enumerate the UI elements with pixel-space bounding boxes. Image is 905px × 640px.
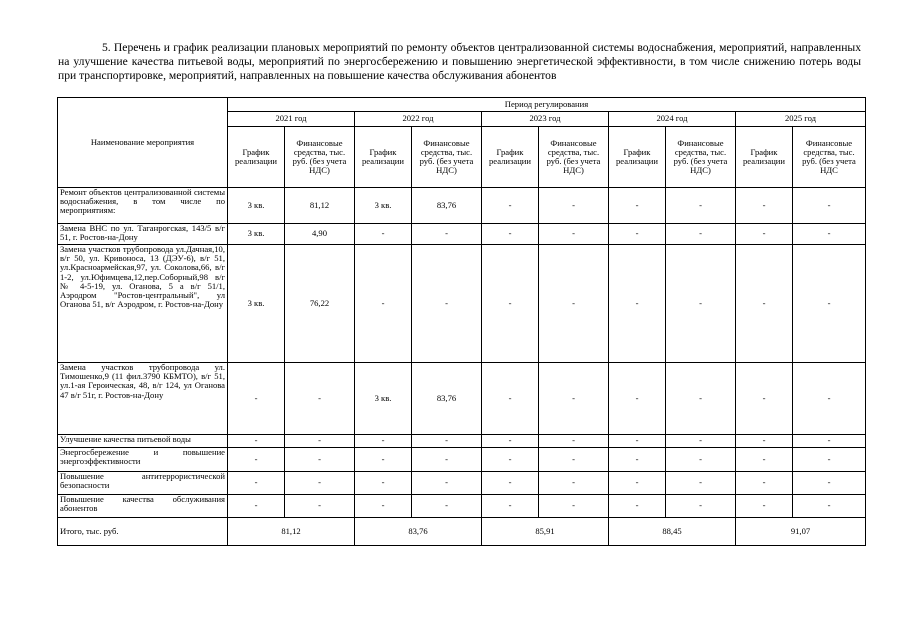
schedule-cell: -	[355, 472, 412, 495]
finance-cell: -	[285, 435, 355, 448]
schedule-cell: -	[609, 363, 666, 435]
schedule-subheader: График реализации	[609, 127, 666, 188]
table-row	[58, 188, 866, 224]
finance-cell: -	[666, 435, 736, 448]
table-row	[58, 435, 866, 448]
finance-cell: -	[666, 224, 736, 245]
schedule-cell: 3 кв.	[228, 224, 285, 245]
total-value: 85,91	[482, 518, 609, 546]
total-value: 91,07	[736, 518, 866, 546]
finance-cell: -	[539, 224, 609, 245]
finance-cell: -	[412, 245, 482, 363]
year-header: 2023 год	[482, 112, 609, 127]
finance-subheader: Финансовые средства, тыс. руб. (без учета НДС)	[539, 127, 609, 188]
schedule-cell: 3 кв.	[355, 363, 412, 435]
schedule-cell: -	[355, 224, 412, 245]
finance-cell: -	[539, 188, 609, 224]
finance-cell: 83,76	[412, 363, 482, 435]
table-row	[58, 224, 866, 245]
schedule-table	[57, 97, 866, 546]
finance-subheader: Финансовые средства, тыс. руб. (без учета НДС)	[412, 127, 482, 188]
finance-cell: -	[666, 363, 736, 435]
name-column-header: Наименование мероприятия	[58, 98, 228, 188]
schedule-cell: -	[736, 495, 793, 518]
finance-cell: -	[412, 224, 482, 245]
finance-cell: -	[793, 188, 866, 224]
finance-cell: -	[285, 363, 355, 435]
table-row	[58, 495, 866, 518]
schedule-cell: -	[609, 245, 666, 363]
finance-cell: -	[793, 472, 866, 495]
schedule-subheader: График реализации	[228, 127, 285, 188]
finance-cell: -	[285, 472, 355, 495]
schedule-cell: -	[609, 435, 666, 448]
schedule-cell: -	[355, 245, 412, 363]
schedule-cell: -	[355, 435, 412, 448]
schedule-cell: -	[482, 495, 539, 518]
finance-cell: -	[539, 495, 609, 518]
schedule-subheader: График реализации	[482, 127, 539, 188]
finance-cell: -	[666, 245, 736, 363]
schedule-subheader: График реализации	[355, 127, 412, 188]
finance-cell: 81,12	[285, 188, 355, 224]
schedule-cell: -	[609, 224, 666, 245]
finance-cell: -	[666, 472, 736, 495]
schedule-cell: -	[482, 224, 539, 245]
finance-cell: -	[793, 224, 866, 245]
total-value: 83,76	[355, 518, 482, 546]
schedule-cell: -	[355, 448, 412, 472]
schedule-cell: -	[736, 363, 793, 435]
finance-cell: -	[666, 495, 736, 518]
schedule-cell: -	[609, 472, 666, 495]
finance-cell: -	[539, 448, 609, 472]
activity-name: Замена ВНС по ул. Таганрогская, 143/5 в/г 51, г. Ростов-на-Дону	[58, 224, 228, 245]
schedule-cell: -	[736, 448, 793, 472]
finance-cell: -	[793, 245, 866, 363]
activity-name: Повышение антитеррористической безопасности	[58, 472, 228, 495]
schedule-cell: -	[609, 495, 666, 518]
activity-name: Энергосбережение и повышение энергоэффективности	[58, 448, 228, 472]
page-heading: 5. Перечень и график реализации плановых мероприятий по ремонту объектов централизованной системы водоснабжения, мероприятий, направленных на улучшение качества питьевой воды, мероприятий по энергосбережению и повышению энергетической эффективности, в том числе снижению потерь воды при транспортировке, мероприятий, направленных на повышение качества обслуживания абонентов	[58, 41, 861, 82]
schedule-subheader: График реализации	[736, 127, 793, 188]
schedule-cell: -	[355, 495, 412, 518]
finance-cell: -	[793, 495, 866, 518]
schedule-cell: -	[736, 245, 793, 363]
schedule-cell: -	[228, 472, 285, 495]
finance-cell: -	[793, 448, 866, 472]
activity-name: Улучшение качества питьевой воды	[58, 435, 228, 448]
schedule-cell: -	[736, 188, 793, 224]
schedule-cell: -	[228, 495, 285, 518]
total-value: 81,12	[228, 518, 355, 546]
schedule-cell: -	[482, 472, 539, 495]
year-header: 2025 год	[736, 112, 866, 127]
activity-name: Замена участков трубопровода ул.Дачная,10, в/г 50, ул. Кривоноса, 13 (ДЭУ-6), в/г 51, ул.Красноармейская,97, ул. Соколова,66, в/г 1-2, ул.Юфимцева,12,пер.Соборный,98 в/г № 4-5-19, ул. Оганова, 5 а в/г 51/1, Аэродром "Ростов-центральный", ул Оганова 51, в/г Аэродром, г. Ростов-на-Дону	[58, 245, 228, 363]
total-row	[58, 518, 866, 546]
finance-cell: 76,22	[285, 245, 355, 363]
activity-name: Повышение качества обслуживания абонентов	[58, 495, 228, 518]
finance-cell: -	[539, 363, 609, 435]
schedule-cell: -	[228, 448, 285, 472]
period-header: Период регулирования	[228, 98, 866, 112]
schedule-cell: -	[482, 188, 539, 224]
table-row	[58, 448, 866, 472]
finance-cell: -	[793, 363, 866, 435]
schedule-cell: -	[736, 435, 793, 448]
schedule-cell: -	[482, 245, 539, 363]
schedule-cell: -	[228, 363, 285, 435]
activity-name: Замена участков трубопровода ул. Тимошенко,9 (11 фил.3790 КБМТО), в/г 51, ул.1-ая Героическая, 48, в/г 124, ул Оганова 47 в/г 51г, г. Ростов-на-Дону	[58, 363, 228, 435]
table-row	[58, 472, 866, 495]
schedule-cell: -	[736, 472, 793, 495]
schedule-cell: -	[609, 188, 666, 224]
finance-cell: -	[539, 472, 609, 495]
finance-cell: -	[666, 448, 736, 472]
finance-cell: -	[285, 448, 355, 472]
year-header: 2022 год	[355, 112, 482, 127]
schedule-cell: -	[228, 435, 285, 448]
finance-cell: -	[412, 495, 482, 518]
finance-cell: -	[539, 435, 609, 448]
schedule-cell: 3 кв.	[355, 188, 412, 224]
finance-cell: -	[666, 188, 736, 224]
schedule-cell: 3 кв.	[228, 188, 285, 224]
finance-cell: -	[285, 495, 355, 518]
activity-name: Ремонт объектов централизованной системы водоснабжения, в том числе по мероприятиям:	[58, 188, 228, 224]
year-header: 2021 год	[228, 112, 355, 127]
finance-cell: -	[793, 435, 866, 448]
finance-cell: 4,90	[285, 224, 355, 245]
finance-cell: -	[539, 245, 609, 363]
finance-cell: -	[412, 435, 482, 448]
finance-subheader: Финансовые средства, тыс. руб. (без учета НДС)	[666, 127, 736, 188]
year-header: 2024 год	[609, 112, 736, 127]
schedule-cell: -	[482, 363, 539, 435]
finance-cell: 83,76	[412, 188, 482, 224]
table-row	[58, 363, 866, 435]
schedule-cell: -	[482, 435, 539, 448]
finance-cell: -	[412, 448, 482, 472]
finance-cell: -	[412, 472, 482, 495]
schedule-cell: -	[736, 224, 793, 245]
schedule-cell: 3 кв.	[228, 245, 285, 363]
finance-subheader: Финансовые средства, тыс. руб. (без учета НДС	[793, 127, 866, 188]
schedule-cell: -	[609, 448, 666, 472]
total-label: Итого, тыс. руб.	[58, 518, 228, 546]
schedule-cell: -	[482, 448, 539, 472]
table-row	[58, 245, 866, 363]
total-value: 88,45	[609, 518, 736, 546]
finance-subheader: Финансовые средства, тыс. руб. (без учета НДС)	[285, 127, 355, 188]
